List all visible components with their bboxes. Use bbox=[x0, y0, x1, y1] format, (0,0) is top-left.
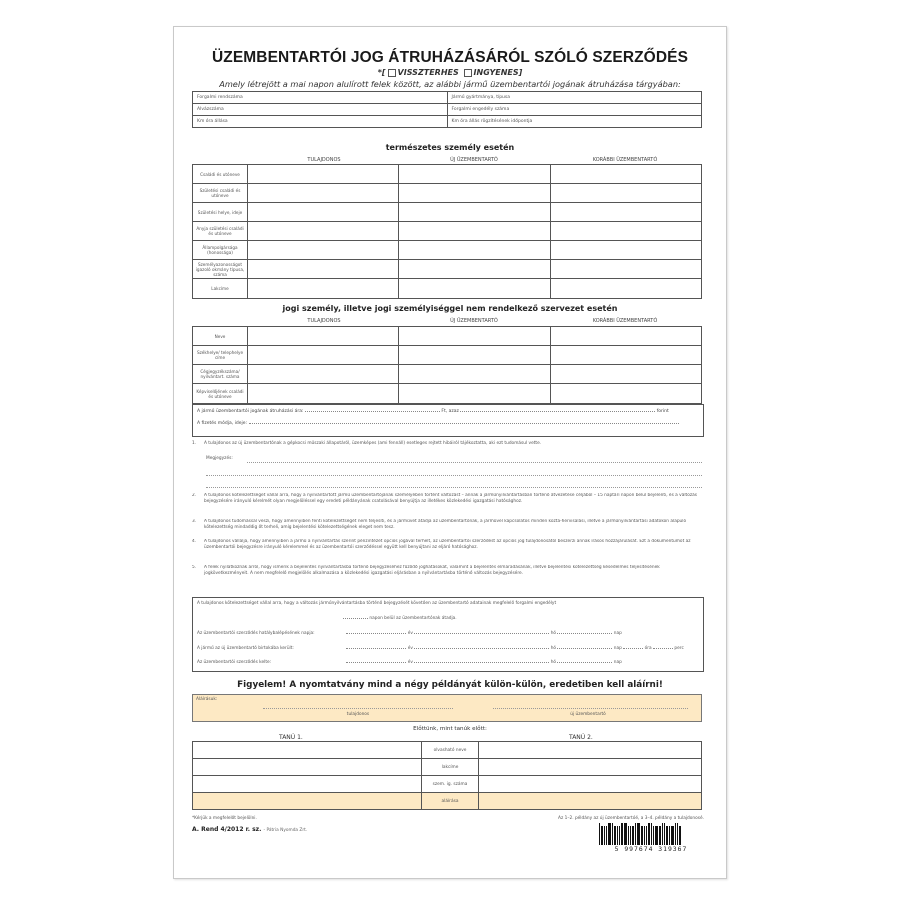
clause-text: A felek nyilatkoznak arról, hogy ismerik a bejelentés nyilvántartásba történő bejegyzéséhez fűződő joghatásokat, valamint a bejelentés elmaradásának, illetve bejelentési kötelezettség késedelmes teljesítésének jogkövetkezményeit. A nem megfelelő megjelölés alkalmazása a közlekedési igazgatási eljárásban a nyilvántartásba történő változás bejegyzésére. bbox=[204, 565, 660, 577]
day-field[interactable] bbox=[557, 659, 612, 663]
table-row bbox=[193, 165, 702, 184]
price-label: A jármű üzembentartói jogának átruházási ára: bbox=[197, 409, 304, 414]
observations-line-1[interactable] bbox=[247, 461, 702, 463]
date-row bbox=[197, 659, 622, 665]
year-field[interactable] bbox=[346, 630, 406, 634]
barcode-bar bbox=[662, 823, 663, 845]
legal-person-table bbox=[192, 326, 702, 404]
row-label: Anyja születési családi és utóneve bbox=[193, 222, 248, 241]
cell[interactable] bbox=[550, 241, 701, 260]
cell[interactable] bbox=[248, 184, 399, 203]
row-label: Személyazonosságot igazoló okmány típusa, száma bbox=[193, 260, 248, 279]
barcode-bar bbox=[612, 823, 613, 845]
barcode-bar bbox=[664, 823, 665, 845]
col-header-owner: TULAJDONOS bbox=[307, 157, 341, 163]
owner-caption: tulajdonos bbox=[346, 712, 370, 717]
table-row bbox=[193, 384, 702, 404]
cell[interactable] bbox=[399, 241, 550, 260]
handover-box bbox=[192, 597, 704, 672]
table-row bbox=[193, 776, 702, 793]
clause-4 bbox=[192, 539, 702, 564]
cell[interactable] bbox=[399, 327, 550, 346]
row-label: aláírása bbox=[422, 793, 479, 810]
barcode-bar bbox=[666, 826, 668, 845]
row-label: Családi és utóneve bbox=[193, 165, 248, 184]
table-row bbox=[193, 184, 702, 203]
row-label: Székhelye/ telephelye címe bbox=[193, 346, 248, 365]
handover-line-2-text: napon belül az üzembentartónak átadja. bbox=[369, 616, 457, 621]
handover-line-1: A tulajdonos kötelezettséget vállal arra, hogy a változás járműnyilvántartásba történő bejegyzését követően az üzembentartó adatainak megfelelő forgalmi engedélyt bbox=[197, 601, 557, 606]
table-row bbox=[193, 241, 702, 260]
row-label: szem. ig. száma bbox=[422, 776, 479, 793]
barcode-bar bbox=[614, 826, 616, 845]
subtitle-prefix: *[ bbox=[377, 68, 386, 77]
cell[interactable] bbox=[248, 165, 399, 184]
clause-number: 5. bbox=[192, 565, 197, 570]
row-label: Lakcíme bbox=[193, 279, 248, 299]
payment-field[interactable] bbox=[249, 420, 679, 424]
document-title: ÜZEMBENTARTÓI JOG ÁTRUHÁZÁSÁRÓL SZÓLÓ SZERZŐDÉS bbox=[211, 49, 689, 66]
witness-2-cell[interactable] bbox=[479, 759, 702, 776]
barcode-bar bbox=[606, 826, 607, 845]
unit-hour: óra bbox=[644, 646, 652, 651]
table-row bbox=[193, 365, 702, 384]
row-label: Születési helye, ideje bbox=[193, 203, 248, 222]
table-row bbox=[193, 222, 702, 241]
payment-label: A fizetés módja, ideje: bbox=[197, 421, 248, 426]
unit-day: nap bbox=[613, 660, 622, 665]
price-amount-field[interactable] bbox=[305, 408, 440, 412]
observations-line-2[interactable] bbox=[206, 474, 702, 476]
date-row-label: A jármű az új üzembentartó birtokába került: bbox=[197, 646, 294, 651]
col-header-previous-keeper: KORÁBBI ÜZEMBENTARTÓ bbox=[592, 318, 658, 324]
table-row bbox=[193, 327, 702, 346]
table-row bbox=[193, 759, 702, 776]
ingyenes-checkbox[interactable] bbox=[464, 69, 472, 77]
barcode-bar bbox=[644, 826, 645, 845]
cell[interactable] bbox=[248, 346, 399, 365]
year-field[interactable] bbox=[346, 659, 406, 663]
barcode-bar bbox=[679, 826, 681, 845]
col-header-new-keeper: ÚJ ÜZEMBENTARTÓ bbox=[450, 157, 498, 163]
owner-signature-line[interactable] bbox=[263, 707, 453, 709]
witnesses-heading: Előttünk, mint tanúk előtt: bbox=[413, 726, 487, 732]
unit-minute: perc bbox=[674, 646, 684, 651]
table-row bbox=[193, 116, 702, 128]
cell[interactable] bbox=[248, 384, 399, 404]
barcode-bar bbox=[675, 823, 676, 845]
barcode bbox=[599, 823, 703, 845]
clause-1 bbox=[192, 441, 702, 447]
witness-1-heading: TANÚ 1. bbox=[279, 734, 303, 741]
barcode-bar bbox=[655, 826, 658, 845]
vehicle-field[interactable]: Km óra állás rögzítésének időpontja bbox=[447, 116, 702, 128]
cell[interactable] bbox=[550, 346, 701, 365]
observations-line-3[interactable] bbox=[206, 486, 702, 488]
cell[interactable] bbox=[399, 203, 550, 222]
row-label: lakcíme bbox=[422, 759, 479, 776]
month-field[interactable] bbox=[414, 659, 549, 663]
barcode-bar bbox=[641, 826, 643, 845]
vehicle-info-table bbox=[192, 91, 702, 128]
cell[interactable] bbox=[399, 365, 550, 384]
row-label: Képviselőjének családi és utóneve bbox=[193, 384, 248, 404]
table-row bbox=[193, 279, 702, 299]
cell[interactable] bbox=[550, 165, 701, 184]
witness-1-cell[interactable] bbox=[193, 776, 422, 793]
barcode-bar bbox=[632, 826, 634, 845]
clause-text: A tulajdonos vállalja, hogy amennyiben a jármű a nyilvántartás szerint pénzintézet opciós jogával terhelt, az üzembentartói szerződést az opciós jog tulajdonosától beszerzi annak írásos hozzájárulását. Ezt a dokumentumot az üzembentartói bejegyzésre irányuló kérelemmel és az üzembentartói szerződéssel együtt kell benyújtani az eljáró hatósághoz. bbox=[204, 539, 691, 551]
visszterhes-checkbox[interactable] bbox=[388, 69, 396, 77]
barcode-bar bbox=[635, 823, 636, 845]
year-field[interactable] bbox=[346, 645, 406, 649]
cell[interactable] bbox=[248, 260, 399, 279]
hour-field[interactable] bbox=[623, 645, 643, 649]
clause-text: A tulajdonos az új üzembentartónak a gépkocsi műszaki állapotáról, üzemképes (ami fennáll) esetleges rejtett hibáiról tájékoztatta, aki ezt tudomásul vette. bbox=[204, 441, 542, 446]
cell[interactable] bbox=[550, 184, 701, 203]
unit-year: év bbox=[407, 660, 413, 665]
clause-number: 4. bbox=[192, 539, 197, 544]
clause-number: 1. bbox=[192, 441, 197, 446]
minute-field[interactable] bbox=[653, 645, 673, 649]
vehicle-field[interactable]: Alvázszáma bbox=[193, 104, 448, 116]
barcode-bar bbox=[659, 826, 661, 845]
cell[interactable] bbox=[399, 346, 550, 365]
witness-1-cell[interactable] bbox=[193, 759, 422, 776]
row-label: Neve bbox=[193, 327, 248, 346]
vehicle-field[interactable]: Jármű gyártmánya, típusa bbox=[447, 92, 702, 104]
form-code bbox=[192, 826, 307, 833]
row-label: olvasható neve bbox=[422, 742, 479, 759]
barcode-bar bbox=[617, 826, 618, 845]
unit-month: hó bbox=[550, 631, 557, 636]
month-field[interactable] bbox=[414, 630, 549, 634]
cell[interactable] bbox=[399, 165, 550, 184]
unit-year: év bbox=[407, 631, 413, 636]
price-box bbox=[192, 404, 704, 437]
vehicle-field[interactable]: Forgalmi engedély száma bbox=[447, 104, 702, 116]
barcode-bar bbox=[637, 823, 640, 845]
table-row bbox=[193, 203, 702, 222]
price-end: forint bbox=[656, 409, 669, 414]
cell[interactable] bbox=[550, 384, 701, 404]
contract-type-options bbox=[174, 68, 726, 77]
cell[interactable] bbox=[550, 203, 701, 222]
cell[interactable] bbox=[248, 241, 399, 260]
signature-box bbox=[192, 694, 702, 722]
barcode-bar bbox=[653, 826, 654, 845]
barcode-bar bbox=[621, 823, 623, 845]
contract-form-page bbox=[173, 26, 727, 879]
observations-label: Megjegyzés: bbox=[206, 456, 233, 461]
barcode-bar bbox=[604, 826, 605, 845]
cell[interactable] bbox=[399, 222, 550, 241]
cell[interactable] bbox=[550, 327, 701, 346]
barcode-bar bbox=[630, 826, 631, 845]
table-row bbox=[193, 346, 702, 365]
cell[interactable] bbox=[550, 260, 701, 279]
clause-number: 3. bbox=[192, 519, 197, 524]
date-row-label: Az üzembentartói szerződés kelte: bbox=[197, 660, 272, 665]
barcode-bar bbox=[599, 823, 600, 845]
row-label: Cégjegyzékszáma/ nyilvántart. száma bbox=[193, 365, 248, 384]
barcode-bar bbox=[648, 823, 650, 845]
cell[interactable] bbox=[248, 327, 399, 346]
clause-text: A tulajdonos kötelezettséget vállal arra, hogy a nyilvántartott jármű üzembentartójának személyében történt változást – annak a járműnyilvántartásban történő átvezetése céljából – 15 naptári napon belül bejelenti, és a változás bejegyzésére irányuló kérelmét olyan megjelöléssel egy eredeti példányának csatolásával benyújtja az illetékes közlekedési igazgatási hatósághoz. bbox=[204, 493, 697, 505]
date-row bbox=[197, 630, 622, 636]
new-keeper-caption: új üzembentartó bbox=[570, 712, 606, 717]
footnote-left: *Kérjük a megfelelőt bejelölni. bbox=[192, 816, 257, 821]
barcode-bar bbox=[628, 826, 629, 845]
barcode-number: 5 997674 319367 bbox=[614, 845, 688, 853]
barcode-bar bbox=[619, 826, 620, 845]
cell[interactable] bbox=[399, 260, 550, 279]
footnote-right: Az 1–2. példány az új üzembentartóé, a 3–4. példány a tulajdonosé. bbox=[558, 816, 704, 821]
clause-text: A tulajdonos tudomással veszi, hogy amennyiben fenti kötelezettségét nem teljesíti, és a járművet átadja az üzembentartónak, a járművel kapcsolatos minden közta-hervisalási, illetve a járműnyilvántartási adatokon alapuló kötelezettség mindaddig őt terheli, amíg bejelentési kötelezettségének eleget nem tesz. bbox=[204, 519, 687, 531]
table-row bbox=[193, 742, 702, 759]
cell[interactable] bbox=[248, 203, 399, 222]
cell[interactable] bbox=[550, 222, 701, 241]
barcode-bar bbox=[601, 826, 603, 845]
vehicle-field[interactable]: Forgalmi rendszáma bbox=[193, 92, 448, 104]
table-row bbox=[193, 260, 702, 279]
witness-table bbox=[192, 741, 702, 810]
day-field[interactable] bbox=[557, 630, 612, 634]
col-header-owner: TULAJDONOS bbox=[307, 318, 341, 324]
clause-number: 2. bbox=[192, 493, 197, 498]
new-keeper-signature-line[interactable] bbox=[493, 707, 688, 709]
cell[interactable] bbox=[399, 279, 550, 299]
unit-day: nap bbox=[613, 646, 622, 651]
cell[interactable] bbox=[248, 279, 399, 299]
day-field[interactable] bbox=[557, 645, 612, 649]
date-row bbox=[197, 645, 684, 651]
cell[interactable] bbox=[248, 222, 399, 241]
witness-2-cell[interactable] bbox=[479, 776, 702, 793]
witness-2-signature[interactable] bbox=[479, 793, 702, 810]
vehicle-field[interactable]: Km óra állása bbox=[193, 116, 448, 128]
cell[interactable] bbox=[550, 279, 701, 299]
price-words-field[interactable] bbox=[460, 408, 655, 412]
legal-person-heading: jogi személy, illetve jogi személyiséggel nem rendelkező szervezet esetén bbox=[282, 304, 618, 313]
publisher: - Pátria Nyomda Zrt. bbox=[263, 828, 308, 833]
barcode-bar bbox=[669, 826, 670, 845]
days-field[interactable] bbox=[343, 615, 368, 619]
table-row bbox=[193, 793, 702, 810]
barcode-bar bbox=[677, 823, 678, 845]
signing-warning: Figyelem! A nyomtatvány mind a négy példányát külön-külön, eredetiben kell aláírni! bbox=[237, 680, 663, 690]
price-mid: Ft, azaz bbox=[441, 409, 459, 414]
cell[interactable] bbox=[550, 365, 701, 384]
barcode-bar bbox=[608, 823, 611, 845]
cell[interactable] bbox=[248, 365, 399, 384]
row-label: Állampolgársága (honossága) bbox=[193, 241, 248, 260]
price-line bbox=[193, 405, 703, 417]
witness-2-cell[interactable] bbox=[479, 742, 702, 759]
natural-person-heading: természetes személy esetén bbox=[385, 143, 515, 152]
payment-line bbox=[193, 417, 703, 429]
cell[interactable] bbox=[399, 384, 550, 404]
natural-person-table bbox=[192, 164, 702, 299]
barcode-bar bbox=[671, 826, 674, 845]
row-label: Születési családi és utóneve bbox=[193, 184, 248, 203]
unit-month: hó bbox=[550, 660, 557, 665]
form-code-text: A. Rend 4/2012 r. sz. bbox=[192, 826, 262, 833]
option-ingyenes: INGYENES bbox=[473, 68, 519, 77]
witness-2-heading: TANÚ 2. bbox=[569, 734, 593, 741]
intro-text: Amely létrejött a mai napon alulírott felek között, az alábbi jármű üzembentartói jogának átruházása tárgyában: bbox=[219, 79, 681, 89]
col-header-previous-keeper: KORÁBBI ÜZEMBENTARTÓ bbox=[592, 157, 658, 163]
option-visszterhes: VISSZTERHES bbox=[397, 68, 459, 77]
table-row bbox=[193, 104, 702, 116]
signature-label: Aláírásuk: bbox=[196, 697, 218, 702]
clause-3 bbox=[192, 519, 702, 538]
handover-line-2 bbox=[343, 615, 457, 621]
barcode-bar bbox=[651, 823, 652, 845]
clause-2 bbox=[192, 493, 702, 518]
cell[interactable] bbox=[399, 184, 550, 203]
barcode-bar bbox=[624, 823, 627, 845]
table-row bbox=[193, 92, 702, 104]
unit-day: nap bbox=[613, 631, 622, 636]
barcode-bar bbox=[646, 826, 647, 845]
col-header-new-keeper: ÚJ ÜZEMBENTARTÓ bbox=[450, 318, 498, 324]
unit-month: hó bbox=[550, 646, 557, 651]
subtitle-suffix: ] bbox=[518, 68, 523, 77]
unit-year: év bbox=[407, 646, 413, 651]
clause-5 bbox=[192, 565, 702, 591]
date-row-label: Az üzembentartói szerződés hatálybalépésének napja: bbox=[197, 631, 315, 636]
witness-1-signature[interactable] bbox=[193, 793, 422, 810]
witness-1-cell[interactable] bbox=[193, 742, 422, 759]
month-field[interactable] bbox=[414, 645, 549, 649]
